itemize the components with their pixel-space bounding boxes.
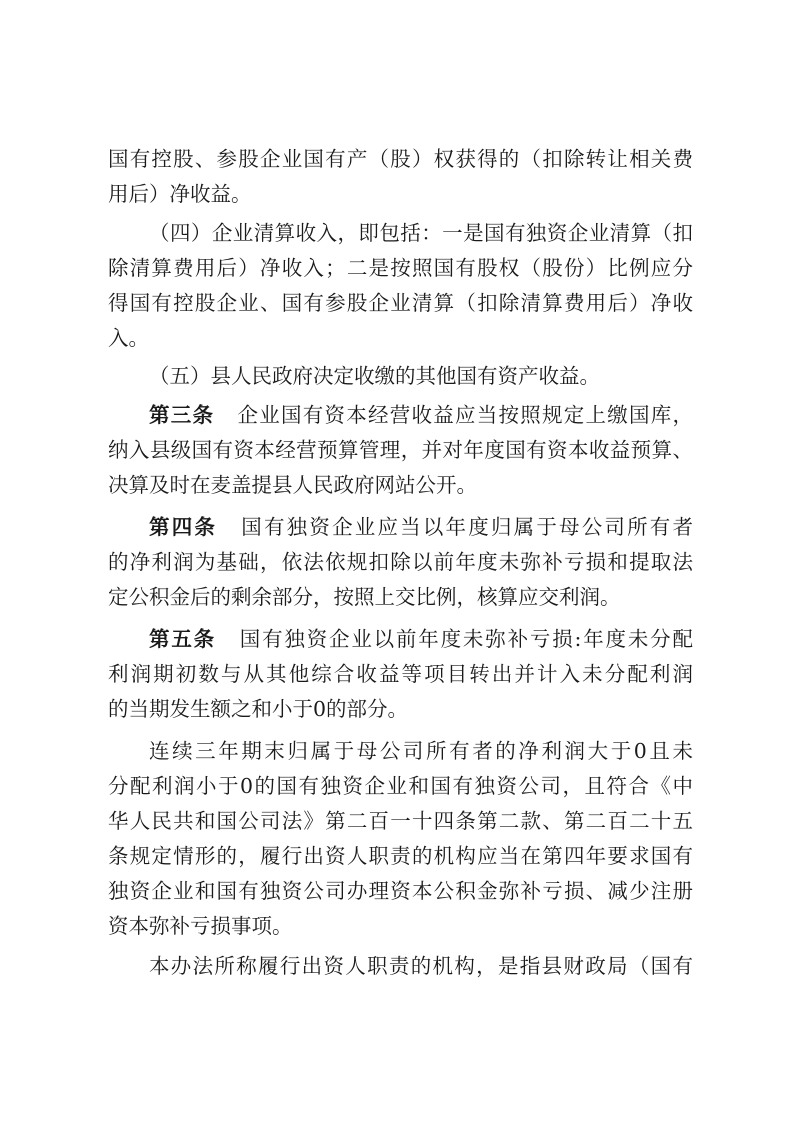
article-5-text-1: 国有独资企业以前年度未弥补亏损:年度未分配 [237, 627, 694, 651]
p2-line-4: 入。 [108, 326, 149, 350]
article-4-line-2: 的净利润为基础，依法依规扣除以前年度未弥补亏损和提取法 [108, 550, 693, 574]
article-4-line-3: 定公积金后的剩余部分，按照上交比例，核算应交利润。 [108, 585, 621, 609]
p4-line-4: 条规定情形的，履行出资人职责的机构应当在第四年要求国有 [108, 844, 693, 868]
p2-line-1: （四）企业清算收入，即包括：一是国有独资企业清算（扣 [149, 221, 693, 245]
article-3-line-1 [149, 400, 693, 430]
p4-line-3: 华人民共和国公司法》第二百一十四条第二款、第二百二十五 [108, 809, 693, 833]
p4-line-2: 分配利润小于0的国有独资企业和国有独资公司，且符合《中 [108, 774, 693, 798]
p2-line-2: 除清算费用后）净收入；二是按照国有股权（股份）比例应分 [108, 256, 693, 280]
p3-line-1: （五）县人民政府决定收缴的其他国有资产收益。 [149, 364, 600, 388]
p4-line-6: 资本弥补亏损事项。 [108, 914, 293, 938]
p5-line-1: 本办法所称履行出资人职责的机构，是指县财政局（国有 [149, 954, 693, 978]
article-3-line-2: 纳入县级国有资本经营预算管理，并对年度国有资本收益预算、 [108, 438, 693, 462]
article-5-line-3: 的当期发生额之和小于0的部分。 [108, 697, 409, 721]
article-5-title: 第五条 [149, 627, 216, 651]
article-4-title: 第四条 [149, 515, 218, 539]
article-3-title: 第三条 [149, 403, 215, 427]
p1-line-2: 用后）净收益。 [108, 182, 252, 206]
article-5-line-1 [149, 624, 693, 654]
article-4-line-1 [149, 512, 693, 542]
p1-line-1: 国有控股、参股企业国有产（股）权获得的（扣除转让相关费 [108, 147, 693, 171]
article-4-text-1: 国有独资企业应当以年度归属于母公司所有者 [239, 515, 694, 539]
p4-line-5: 独资企业和国有独资公司办理资本公积金弥补亏损、减少注册 [108, 879, 693, 903]
p2-line-3: 得国有控股企业、国有参股企业清算（扣除清算费用后）净收 [108, 291, 693, 315]
article-5-line-2: 利润期初数与从其他综合收益等项目转出并计入未分配利润 [108, 662, 693, 686]
article-3-text-1: 企业国有资本经营收益应当按照规定上缴国库， [236, 403, 693, 427]
article-3-line-3: 决算及时在麦盖提县人民政府网站公开。 [108, 473, 477, 497]
p4-line-1: 连续三年期末归属于母公司所有者的净利润大于0且未 [149, 739, 693, 763]
